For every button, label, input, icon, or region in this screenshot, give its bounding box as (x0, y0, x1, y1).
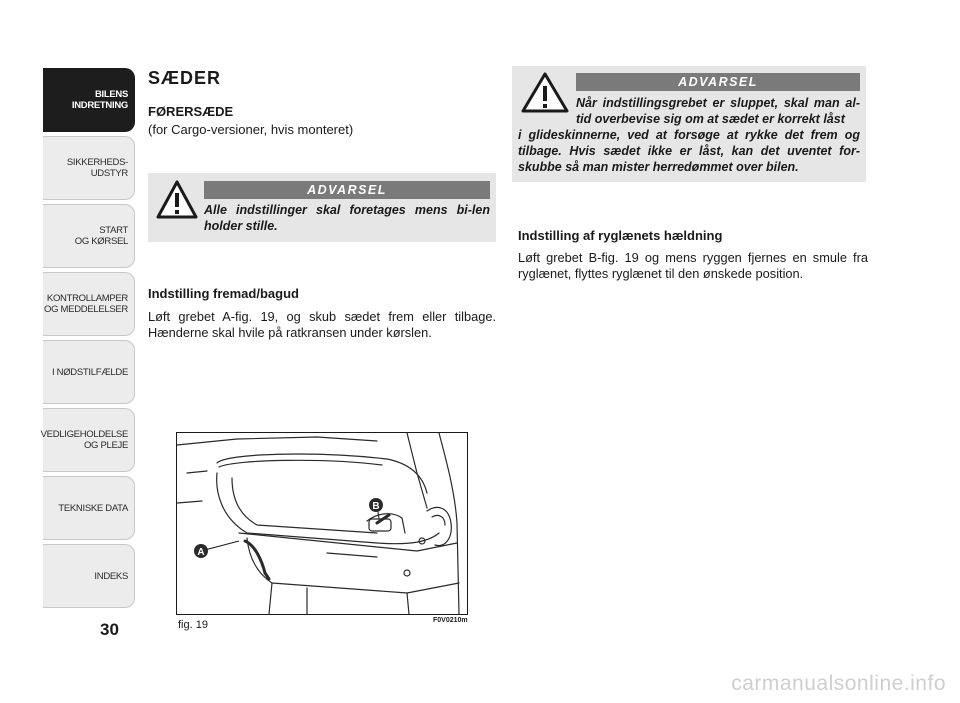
figure-caption: fig. 19 (178, 619, 208, 631)
warning-text-rest: i glideskinnerne, ved at forsøge at rykke det frem og tilbage. Hvis sædet ikke er låst, kan det uventet for-skubbe så man mister herredømmet over bilen. (518, 128, 860, 174)
tab-label: INDEKS (94, 570, 128, 582)
warning-header: ADVARSEL (576, 73, 860, 91)
section-title-backrest: Indstilling af ryglænets hældning (518, 228, 723, 243)
warning-box-2 (512, 66, 866, 182)
page-title: SÆDER (148, 68, 222, 88)
tab-indeks[interactable] (43, 544, 135, 608)
warning-box-1 (148, 173, 496, 242)
tab-tekniske-data[interactable] (43, 476, 135, 540)
tab-sikkerhedsudstyr[interactable] (43, 136, 135, 200)
seat-line-drawing (177, 433, 467, 614)
tab-label: VEDLIGEHOLDELSE OG PLEJE (40, 429, 128, 451)
section-text-backrest: Løft grebet B-fig. 19 og mens ryggen fjernes en smule fra ryglænet, flyttes ryglænet til den ønskede position. (518, 250, 868, 281)
watermark: carmanualsonline.info (731, 672, 946, 695)
marker-b-label: B (372, 501, 380, 512)
warning-text: Alle indstillinger skal foretages mens bi-len holder stille. (204, 203, 490, 233)
warning-triangle-icon (156, 179, 198, 221)
tab-label: BILENS INDRETNING (71, 89, 128, 111)
tab-bilens-indretning[interactable] (43, 68, 135, 132)
section-subnote: (for Cargo-versioner, hvis monteret) (148, 122, 354, 137)
tab-label: SIKKERHEDS- UDSTYR (66, 157, 128, 179)
warning-text (518, 95, 860, 175)
figure-code: F0V0210m (433, 617, 468, 624)
section-text-forward-backward: Løft grebet A-fig. 19, og skub sædet frem eller tilbage. Hænderne skal hvile på ratkransen under kørslen. (148, 309, 496, 340)
marker-a-label: A (197, 547, 205, 558)
tab-kontrollamper[interactable] (43, 272, 135, 336)
warning-header: ADVARSEL (204, 181, 490, 199)
chapter-tabs (40, 68, 135, 612)
warning-text-line1: Når indstillingsgrebet er sluppet, skal man al-tid overbevise sig om at sædet er korrekt låst (576, 96, 860, 126)
tab-start-og-korsel[interactable] (43, 204, 135, 268)
section-title-forward-backward: Indstilling fremad/bagud (148, 286, 299, 301)
tab-label: START OG KØRSEL (74, 225, 128, 247)
tab-label: KONTROLLAMPER OG MEDDELELSER (44, 293, 128, 315)
section-subtitle: FØRERSÆDE (148, 104, 234, 119)
tab-nodstilfaelde[interactable] (43, 340, 135, 404)
page-number: 30 (100, 620, 119, 639)
tab-vedligeholdelse[interactable] (40, 408, 135, 472)
seat-illustration (176, 432, 468, 615)
tab-label: I NØDSTILFÆLDE (51, 366, 128, 378)
tab-label: TEKNISKE DATA (58, 502, 128, 514)
